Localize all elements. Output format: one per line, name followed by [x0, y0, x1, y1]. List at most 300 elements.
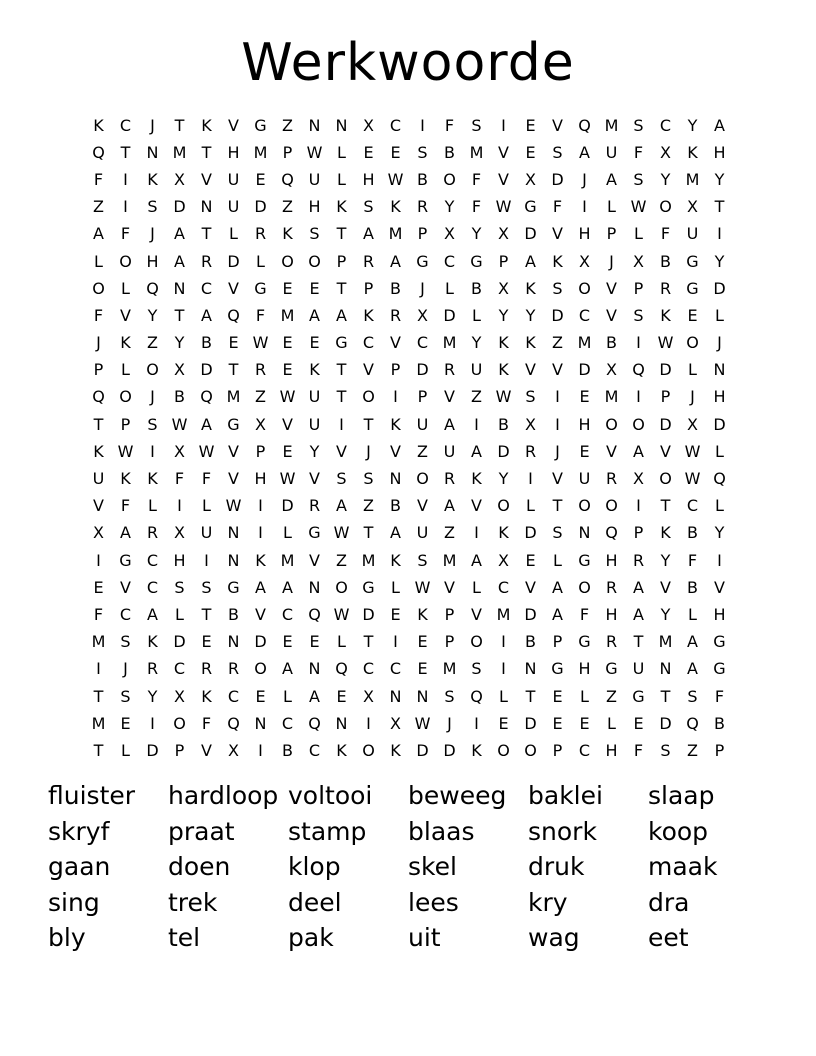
grid-letter: L — [148, 496, 157, 516]
grid-row — [85, 302, 735, 329]
word-list-item: skryf — [48, 816, 110, 846]
grid-letter: U — [416, 414, 429, 434]
grid-row — [85, 139, 735, 166]
grid-letter: V — [444, 577, 455, 597]
grid-letter: V — [120, 305, 131, 325]
grid-letter: P — [633, 278, 644, 298]
grid-letter: L — [634, 224, 643, 244]
grid-letter: B — [660, 251, 671, 271]
grid-letter: L — [472, 305, 481, 325]
grid-letter: R — [227, 659, 240, 679]
grid-letter: O — [578, 496, 591, 516]
grid-letter: K — [255, 550, 266, 570]
grid-letter: T — [93, 686, 104, 706]
grid-letter: G — [551, 659, 564, 679]
grid-letter: N — [335, 713, 348, 733]
grid-letter: Y — [714, 523, 725, 543]
grid-letter: B — [390, 496, 401, 516]
grid-letter: O — [686, 333, 699, 353]
grid-letter: H — [146, 251, 159, 271]
grid-letter: D — [659, 713, 672, 733]
grid-letter: O — [659, 469, 672, 489]
grid-letter: V — [255, 604, 266, 624]
grid-letter: O — [254, 659, 267, 679]
grid-letter: V — [228, 115, 239, 135]
grid-letter: Y — [444, 197, 455, 217]
grid-letter: Q — [92, 142, 105, 162]
grid-letter: I — [96, 659, 101, 679]
grid-letter: A — [471, 441, 482, 461]
word-list-item: pak — [288, 923, 334, 952]
grid-letter: C — [146, 550, 159, 570]
grid-letter: I — [636, 333, 641, 353]
grid-letter: H — [578, 659, 591, 679]
grid-letter: X — [579, 251, 590, 271]
grid-letter: A — [525, 251, 536, 271]
grid-row — [85, 411, 735, 438]
grid-letter: P — [552, 632, 563, 652]
grid-letter: F — [120, 496, 131, 516]
grid-letter: L — [715, 305, 724, 325]
word-list-item: lees — [408, 887, 459, 917]
grid-letter: D — [173, 632, 186, 652]
grid-letter: Q — [227, 713, 240, 733]
grid-letter: M — [685, 169, 700, 189]
grid-letter: I — [474, 523, 479, 543]
grid-letter: V — [660, 577, 671, 597]
grid-letter: I — [501, 632, 506, 652]
grid-letter: Y — [660, 550, 671, 570]
grid-letter: F — [633, 142, 644, 162]
grid-letter: G — [578, 632, 591, 652]
grid-letter: L — [175, 604, 184, 624]
grid-letter: M — [442, 550, 457, 570]
word-list-item: snork — [528, 816, 597, 846]
grid-letter: L — [580, 686, 589, 706]
grid-letter: V — [606, 441, 617, 461]
grid-letter: Q — [200, 387, 213, 407]
grid-letter: O — [146, 360, 159, 380]
grid-letter: J — [150, 387, 155, 407]
grid-letter: P — [174, 740, 185, 760]
grid-letter: T — [336, 387, 347, 407]
grid-letter: A — [390, 523, 401, 543]
grid-row — [85, 601, 735, 628]
grid-letter: Y — [660, 169, 671, 189]
grid-letter: A — [606, 169, 617, 189]
grid-letter: G — [416, 251, 429, 271]
word-list-item: trek — [168, 887, 218, 917]
grid-letter: S — [552, 523, 563, 543]
grid-letter: I — [555, 414, 560, 434]
grid-letter: P — [390, 360, 401, 380]
grid-letter: L — [121, 740, 130, 760]
grid-letter: S — [417, 142, 428, 162]
grid-letter: G — [254, 115, 267, 135]
grid-letter: B — [417, 169, 428, 189]
grid-letter: C — [362, 333, 375, 353]
grid-letter: V — [714, 577, 725, 597]
grid-letter: N — [146, 142, 159, 162]
grid-letter: X — [498, 224, 509, 244]
grid-letter: T — [525, 686, 536, 706]
grid-letter: X — [498, 550, 509, 570]
grid-letter: N — [335, 115, 348, 135]
grid-letter: D — [200, 360, 213, 380]
grid-letter: V — [444, 387, 455, 407]
grid-letter: I — [717, 550, 722, 570]
grid-letter: S — [147, 197, 158, 217]
grid-letter: D — [173, 197, 186, 217]
grid-letter: F — [93, 604, 104, 624]
grid-letter: A — [120, 523, 131, 543]
grid-letter: I — [339, 414, 344, 434]
grid-letter: D — [254, 197, 267, 217]
grid-letter: L — [256, 251, 265, 271]
grid-letter: L — [688, 360, 697, 380]
grid-letter: X — [687, 197, 698, 217]
grid-letter: K — [498, 360, 509, 380]
grid-letter: E — [552, 686, 563, 706]
grid-letter: O — [659, 197, 672, 217]
grid-letter: J — [420, 278, 425, 298]
grid-letter: I — [258, 740, 263, 760]
grid-letter: K — [660, 305, 671, 325]
grid-letter: F — [660, 224, 671, 244]
grid-letter: U — [308, 169, 321, 189]
grid-letter: O — [443, 169, 456, 189]
word-list-item: wag — [528, 923, 580, 952]
grid-letter: G — [632, 686, 645, 706]
grid-letter: R — [254, 360, 267, 380]
grid-letter: V — [552, 224, 563, 244]
grid-letter: K — [309, 360, 320, 380]
grid-letter: U — [686, 224, 699, 244]
grid-letter: L — [526, 496, 535, 516]
grid-letter: H — [713, 604, 726, 624]
grid-letter: I — [501, 659, 506, 679]
grid-letter: S — [633, 305, 644, 325]
grid-letter: O — [308, 251, 321, 271]
grid-letter: L — [283, 686, 292, 706]
grid-letter: P — [633, 523, 644, 543]
grid-letter: K — [471, 740, 482, 760]
grid-letter: R — [146, 659, 159, 679]
grid-letter: O — [578, 278, 591, 298]
grid-letter: X — [228, 740, 239, 760]
grid-letter: P — [498, 251, 509, 271]
grid-letter: C — [146, 577, 159, 597]
grid-letter: S — [363, 197, 374, 217]
grid-letter: X — [687, 414, 698, 434]
word-list-item: tel — [168, 923, 201, 952]
grid-letter: C — [389, 659, 402, 679]
grid-letter: E — [309, 632, 320, 652]
grid-letter: E — [120, 713, 131, 733]
grid-letter: V — [525, 360, 536, 380]
grid-letter: M — [253, 142, 268, 162]
grid-row — [85, 574, 735, 601]
grid-letter: I — [150, 441, 155, 461]
grid-letter: A — [633, 441, 644, 461]
grid-letter: S — [471, 659, 482, 679]
grid-letter: O — [632, 414, 645, 434]
grid-letter: V — [228, 469, 239, 489]
grid-letter: N — [227, 523, 240, 543]
grid-letter: D — [659, 414, 672, 434]
grid-letter: T — [201, 224, 212, 244]
grid-letter: X — [174, 523, 185, 543]
grid-letter: X — [174, 441, 185, 461]
grid-row — [85, 357, 735, 384]
grid-letter: M — [361, 550, 376, 570]
grid-letter: E — [687, 305, 698, 325]
grid-letter: F — [471, 197, 482, 217]
grid-letter: K — [120, 469, 131, 489]
grid-letter: I — [258, 523, 263, 543]
grid-letter: A — [687, 632, 698, 652]
grid-letter: X — [660, 142, 671, 162]
grid-letter: W — [333, 523, 350, 543]
grid-letter: X — [498, 278, 509, 298]
grid-letter: Y — [147, 305, 158, 325]
grid-letter: O — [362, 387, 375, 407]
grid-letter: S — [201, 577, 212, 597]
grid-row — [85, 737, 735, 764]
grid-letter: A — [579, 142, 590, 162]
grid-letter: R — [416, 197, 429, 217]
grid-letter: W — [657, 333, 674, 353]
grid-letter: D — [497, 441, 510, 461]
grid-letter: Z — [255, 387, 266, 407]
grid-letter: W — [225, 496, 242, 516]
grid-letter: K — [201, 115, 212, 135]
grid-letter: K — [336, 197, 347, 217]
grid-letter: K — [417, 604, 428, 624]
grid-letter: U — [632, 659, 645, 679]
grid-letter: W — [495, 197, 512, 217]
grid-letter: P — [444, 632, 455, 652]
grid-letter: A — [201, 414, 212, 434]
grid-letter: T — [363, 523, 374, 543]
grid-row — [85, 683, 735, 710]
grid-letter: N — [389, 686, 402, 706]
grid-letter: E — [282, 441, 293, 461]
grid-letter: C — [659, 115, 672, 135]
grid-letter: S — [552, 142, 563, 162]
grid-letter: A — [282, 577, 293, 597]
grid-letter: E — [525, 142, 536, 162]
grid-letter: B — [201, 333, 212, 353]
grid-letter: A — [390, 251, 401, 271]
grid-row — [85, 330, 735, 357]
grid-letter: G — [713, 659, 726, 679]
grid-letter: Y — [525, 305, 536, 325]
grid-letter: X — [93, 523, 104, 543]
grid-letter: S — [471, 115, 482, 135]
grid-letter: F — [174, 469, 185, 489]
grid-letter: A — [309, 305, 320, 325]
grid-letter: K — [120, 333, 131, 353]
grid-letter: J — [582, 169, 587, 189]
grid-letter: T — [120, 142, 131, 162]
grid-letter: X — [174, 360, 185, 380]
word-list — [48, 778, 768, 956]
grid-letter: J — [96, 333, 101, 353]
grid-letter: K — [363, 305, 374, 325]
grid-letter: C — [362, 659, 375, 679]
grid-letter: T — [201, 142, 212, 162]
grid-letter: B — [471, 278, 482, 298]
grid-letter: M — [658, 632, 673, 652]
grid-letter: T — [552, 496, 563, 516]
grid-letter: S — [660, 740, 671, 760]
grid-letter: A — [93, 224, 104, 244]
grid-letter: P — [255, 441, 266, 461]
grid-letter: P — [714, 740, 725, 760]
grid-row — [85, 221, 735, 248]
grid-letter: M — [577, 333, 592, 353]
grid-letter: Y — [471, 224, 482, 244]
grid-letter: V — [120, 577, 131, 597]
grid-letter: P — [606, 224, 617, 244]
grid-letter: W — [306, 142, 323, 162]
grid-letter: D — [659, 360, 672, 380]
grid-letter: V — [498, 142, 509, 162]
grid-letter: K — [552, 251, 563, 271]
grid-letter: O — [281, 251, 294, 271]
grid-letter: K — [498, 523, 509, 543]
grid-letter: T — [336, 278, 347, 298]
grid-letter: V — [201, 169, 212, 189]
grid-letter: L — [337, 169, 346, 189]
grid-letter: I — [474, 414, 479, 434]
grid-letter: S — [552, 278, 563, 298]
grid-row — [85, 656, 735, 683]
grid-letter: V — [471, 604, 482, 624]
grid-letter: E — [363, 142, 374, 162]
grid-letter: N — [254, 713, 267, 733]
grid-letter: Y — [687, 115, 698, 135]
grid-letter: N — [578, 523, 591, 543]
grid-letter: E — [417, 632, 428, 652]
grid-letter: E — [498, 713, 509, 733]
word-list-item: deel — [288, 887, 342, 917]
grid-letter: L — [607, 713, 616, 733]
grid-letter: V — [282, 414, 293, 434]
grid-letter: J — [609, 251, 614, 271]
grid-row — [85, 520, 735, 547]
grid-letter: C — [281, 604, 294, 624]
grid-letter: W — [684, 469, 701, 489]
grid-letter: H — [605, 740, 618, 760]
grid-letter: I — [393, 387, 398, 407]
grid-letter: T — [174, 305, 185, 325]
grid-letter: Q — [281, 169, 294, 189]
grid-letter: I — [636, 496, 641, 516]
grid-letter: R — [605, 577, 618, 597]
grid-letter: G — [713, 632, 726, 652]
grid-letter: I — [393, 632, 398, 652]
grid-letter: Q — [227, 305, 240, 325]
grid-letter: X — [174, 169, 185, 189]
grid-letter: V — [93, 496, 104, 516]
word-list-item: dra — [648, 887, 690, 917]
grid-letter: Q — [308, 713, 321, 733]
grid-letter: R — [308, 496, 321, 516]
grid-letter: R — [443, 469, 456, 489]
grid-letter: F — [201, 469, 212, 489]
grid-letter: Y — [660, 604, 671, 624]
grid-letter: M — [469, 142, 484, 162]
letter-grid — [85, 112, 735, 765]
grid-letter: R — [200, 659, 213, 679]
grid-letter: H — [308, 197, 321, 217]
grid-row — [85, 384, 735, 411]
grid-letter: V — [228, 441, 239, 461]
grid-letter: C — [686, 496, 699, 516]
grid-letter: S — [363, 469, 374, 489]
grid-letter: G — [227, 577, 240, 597]
grid-letter: D — [227, 251, 240, 271]
grid-letter: U — [416, 523, 429, 543]
grid-letter: P — [552, 740, 563, 760]
grid-letter: W — [414, 577, 431, 597]
grid-row — [85, 547, 735, 574]
grid-letter: A — [201, 305, 212, 325]
grid-letter: C — [578, 305, 591, 325]
grid-letter: W — [279, 469, 296, 489]
grid-letter: A — [552, 577, 563, 597]
grid-letter: X — [255, 414, 266, 434]
grid-letter: B — [714, 713, 725, 733]
grid-letter: B — [228, 604, 239, 624]
grid-letter: E — [552, 713, 563, 733]
grid-letter: B — [687, 577, 698, 597]
grid-letter: H — [362, 169, 375, 189]
grid-letter: V — [309, 550, 320, 570]
grid-letter: K — [93, 115, 104, 135]
grid-row — [85, 629, 735, 656]
grid-row — [85, 275, 735, 302]
grid-letter: D — [551, 305, 564, 325]
grid-letter: E — [336, 686, 347, 706]
grid-letter: I — [636, 387, 641, 407]
grid-letter: I — [258, 496, 263, 516]
grid-letter: E — [282, 333, 293, 353]
grid-letter: Y — [471, 333, 482, 353]
grid-letter: Z — [687, 740, 698, 760]
grid-letter: V — [417, 496, 428, 516]
grid-letter: U — [308, 414, 321, 434]
grid-letter: G — [362, 577, 375, 597]
grid-letter: E — [228, 333, 239, 353]
grid-letter: N — [308, 115, 321, 135]
grid-letter: T — [93, 740, 104, 760]
grid-letter: O — [605, 414, 618, 434]
grid-letter: G — [524, 197, 537, 217]
grid-letter: D — [416, 360, 429, 380]
grid-letter: R — [659, 278, 672, 298]
grid-letter: U — [227, 169, 240, 189]
grid-letter: U — [443, 441, 456, 461]
grid-letter: S — [444, 686, 455, 706]
grid-letter: F — [201, 713, 212, 733]
word-list-item: kry — [528, 887, 568, 917]
word-list-item: voltooi — [288, 781, 373, 810]
grid-letter: N — [416, 686, 429, 706]
grid-letter: K — [525, 278, 536, 298]
